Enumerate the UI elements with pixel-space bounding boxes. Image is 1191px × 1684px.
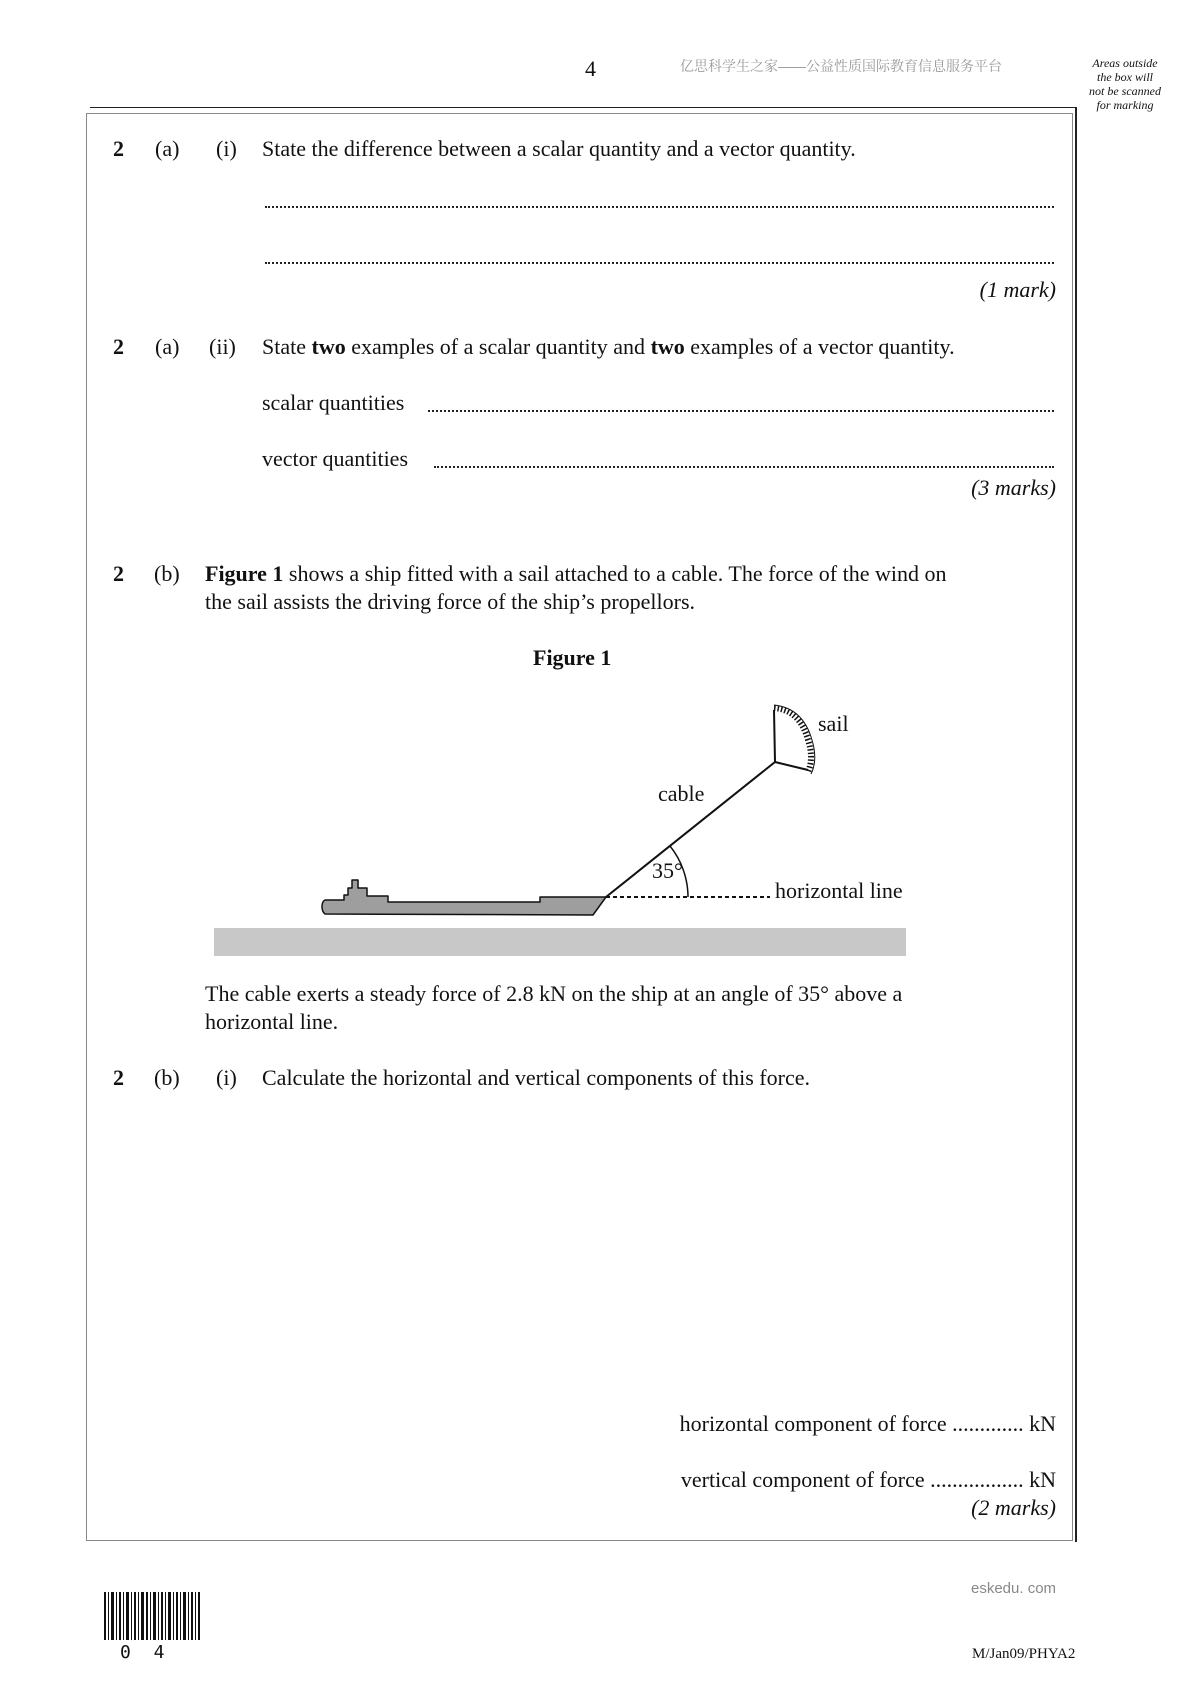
site-watermark: eskedu. com (971, 1580, 1057, 1597)
question-number: 2 (113, 334, 124, 359)
text-run: examples of a vector quantity. (684, 334, 955, 359)
sail-rope (774, 710, 775, 762)
barcode-bars (104, 1592, 200, 1640)
question-part: (a) (155, 136, 180, 161)
scalar-answer-line[interactable] (428, 410, 1054, 412)
text-run: State (262, 334, 312, 359)
scalar-label: scalar quantities (262, 390, 405, 415)
question-number: 2 (113, 136, 124, 161)
figure-title: Figure 1 (533, 645, 612, 670)
question-text (205, 560, 946, 588)
marks: (1 mark) (979, 277, 1056, 302)
marks: (3 marks) (971, 475, 1056, 500)
question-text: horizontal line. (205, 1009, 339, 1034)
ship (322, 880, 606, 915)
question-number: 2 (113, 561, 124, 586)
sail-rope (775, 762, 808, 770)
working-area[interactable] (110, 1100, 1060, 1400)
margin-note-line: the box will (1097, 70, 1153, 84)
question-number: 2 (113, 1065, 124, 1090)
text-run: shows a ship fitted with a sail attached to a cable. The force of the wind on (283, 561, 947, 586)
barcode-digits: 0 4 (120, 1642, 171, 1663)
vertical-component-answer[interactable]: vertical component of force ................. kN (680, 1467, 1056, 1492)
label-angle: 35° (652, 858, 683, 883)
question-subpart: (ii) (209, 334, 236, 359)
question-text: Calculate the horizontal and vertical components of this force. (262, 1065, 810, 1090)
margin-note (1080, 56, 1170, 112)
horizontal-component-answer[interactable]: horizontal component of force ............. kN (679, 1411, 1056, 1436)
question-text: the sail assists the driving force of the ship’s propellors. (205, 589, 696, 614)
marks: (2 marks) (971, 1495, 1056, 1520)
question-part: (b) (154, 561, 180, 586)
vector-answer-line[interactable] (434, 466, 1054, 468)
margin-note-line: not be scanned (1089, 84, 1161, 98)
page-number: 4 (585, 56, 596, 81)
question-subpart: (i) (216, 1065, 237, 1090)
answer-box-right-rule (1075, 107, 1077, 1542)
question-subpart: (i) (216, 136, 237, 161)
barcode (104, 1592, 200, 1640)
answer-line[interactable] (265, 262, 1054, 264)
text-emphasis: two (311, 334, 346, 359)
text-run: examples of a scalar quantity and (345, 334, 651, 359)
question-text (262, 333, 955, 361)
label-horizontal-line: horizontal line (775, 878, 903, 903)
label-cable: cable (658, 781, 705, 806)
question-text: The cable exerts a steady force of 2.8 kN on the ship at an angle of 35° above a (205, 981, 903, 1006)
header-rule (90, 107, 1075, 108)
text-emphasis: two (650, 334, 685, 359)
watermark: 亿思科学生之家——公益性质国际教育信息服务平台 (680, 58, 1002, 74)
margin-note-line: for marking (1096, 98, 1154, 112)
paper-code: M/Jan09/PHYA2 (972, 1646, 1076, 1662)
question-text: State the difference between a scalar quantity and a vector quantity. (262, 136, 856, 161)
vector-label: vector quantities (262, 446, 409, 471)
margin-note-line: Areas outside (1092, 56, 1158, 70)
sea-surface (214, 928, 906, 956)
answer-line[interactable] (265, 206, 1054, 208)
question-part: (b) (154, 1065, 180, 1090)
label-sail: sail (818, 711, 849, 736)
question-part: (a) (155, 334, 180, 359)
figure-reference: Figure 1 (205, 561, 284, 586)
